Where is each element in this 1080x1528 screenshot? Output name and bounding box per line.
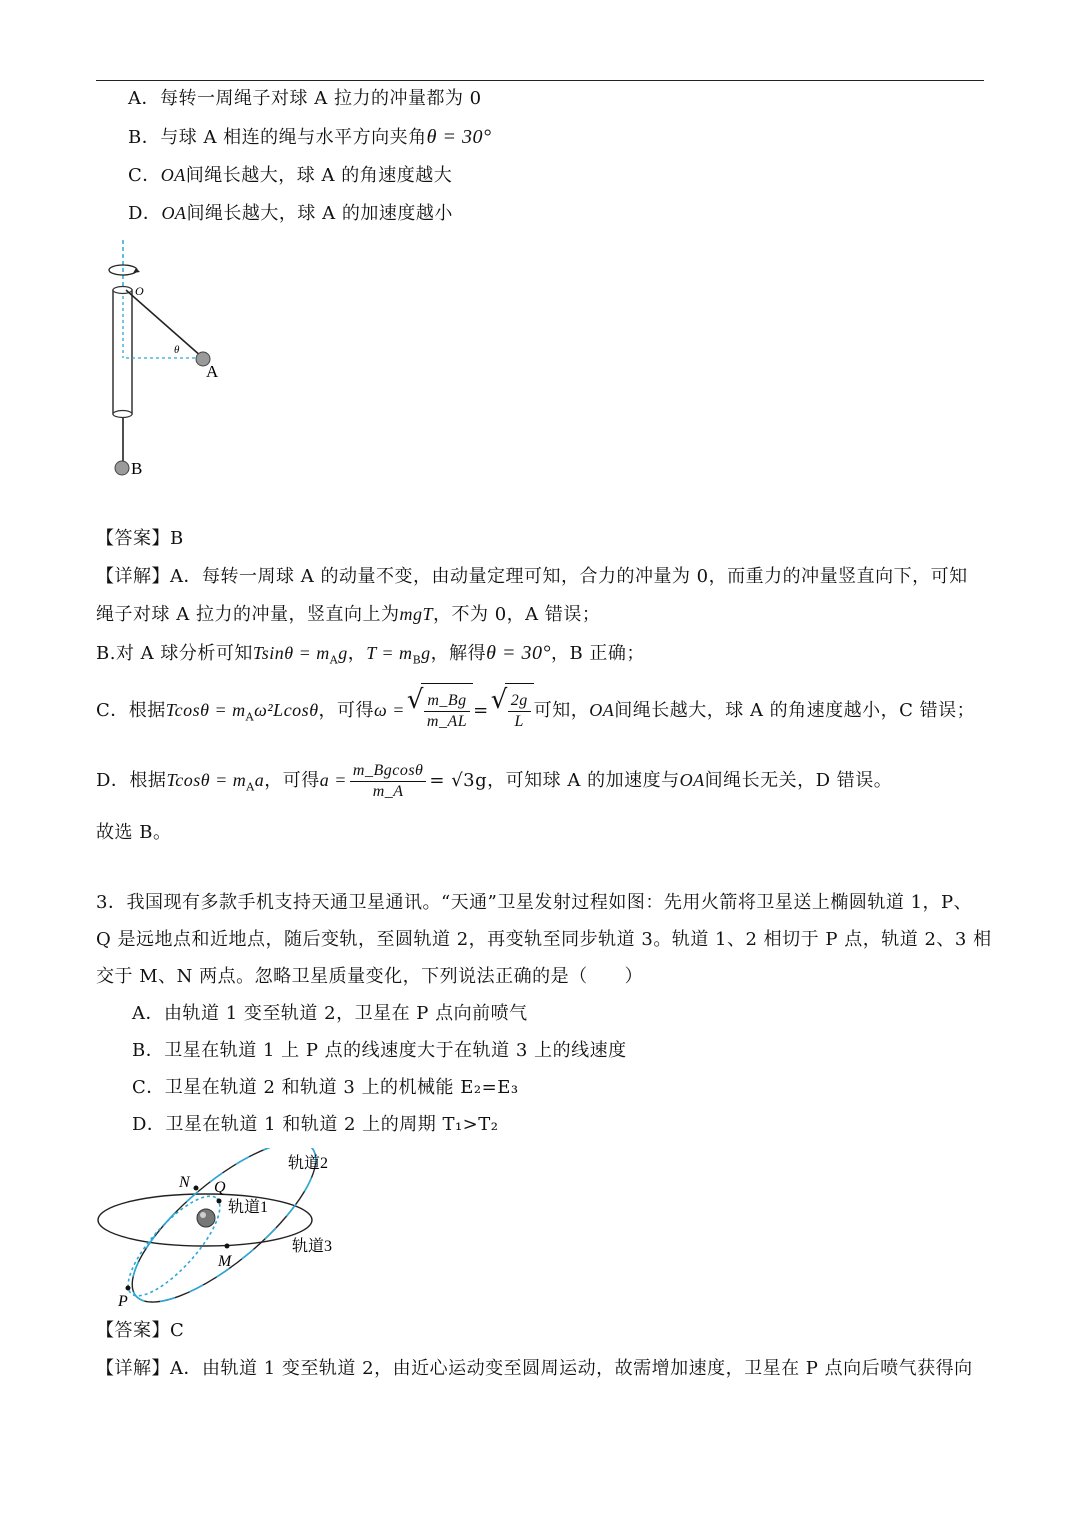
pendulum-figure xyxy=(96,238,236,483)
point-q xyxy=(217,1199,222,1204)
q3-answer: 【答案】C xyxy=(96,1320,185,1341)
label-theta: θ xyxy=(174,344,180,356)
q2-option-c: C．OA间绳长越大，球 A 的角速度越大 xyxy=(128,165,453,186)
earth xyxy=(197,1209,215,1227)
q2-answer: 【答案】B xyxy=(96,528,184,549)
q2-detail-d: D．根据$Tcos\theta = m_Aa$，可得a = $\frac{m\_Bgcos\theta}{m\_A}$ = √3g，可知球 A 的加速度与OA间绳长无关，D 错误。 xyxy=(96,761,893,800)
label-a: A xyxy=(206,362,219,381)
q2-conclusion: 故选 B。 xyxy=(96,822,172,843)
point-p xyxy=(126,1286,131,1291)
label-orbit3: 轨道3 xyxy=(292,1238,333,1255)
q3-stem-line2: Q 是远地点和近地点，随后变轨，至圆轨道 2，再变轨至同步轨道 3。轨道 1、2 相切于 P 点，轨道 2、3 相 xyxy=(96,929,992,950)
label-orbit1: 轨道1 xyxy=(228,1199,269,1216)
label-b: B xyxy=(131,459,143,478)
q3-stem-line1: 3．我国现有多款手机支持天通卫星通讯。“天通”卫星发射过程如图：先用火箭将卫星送上椭圆轨道 1，P、 xyxy=(96,892,973,913)
q3-option-a: A．由轨道 1 变至轨道 2，卫星在 P 点向前喷气 xyxy=(132,1003,528,1024)
q2-detail-a-line2: 绳子对球 A 拉力的冲量，竖直向上为mgT，不为 0，A 错误； xyxy=(96,604,601,625)
q3-stem-line3: 交于 M、N 两点。忽略卫星质量变化，下列说法正确的是（ ） xyxy=(96,966,644,987)
q2-detail-a-line1: 【详解】A．每转一周球 A 的动量不变，由动量定理可知，合力的冲量为 0，而重力的冲量竖直向下，可知 xyxy=(96,566,968,587)
ball-b xyxy=(115,461,129,475)
point-m xyxy=(225,1244,230,1249)
q2-option-b: B．与球 A 相连的绳与水平方向夹角θ = 30° xyxy=(128,126,492,148)
q2-detail-c: C．根据$Tcos\theta = m_A\omega^2Lcos\theta$，可得ω = √ $\frac{m\_Bg}{m\_AL}$ = √ $\frac{2g}{L}$ 可知，OA间绳长越大，球 A 的角速度越小，C 错误； xyxy=(96,682,975,746)
header-rule xyxy=(96,80,984,81)
label-m: M xyxy=(218,1253,232,1270)
q3-option-b: B．卫星在轨道 1 上 P 点的线速度大于在轨道 3 上的线速度 xyxy=(132,1040,627,1061)
q2-option-d: D．OA间绳长越大，球 A 的加速度越小 xyxy=(128,203,453,224)
label-o: O xyxy=(135,284,144,298)
orbit-figure xyxy=(92,1148,352,1313)
q3-option-c: C．卫星在轨道 2 和轨道 3 上的机械能 E₂=E₃ xyxy=(132,1077,519,1098)
label-orbit2: 轨道2 xyxy=(288,1155,329,1172)
q2-option-a: A．每转一周绳子对球 A 拉力的冲量都为 0 xyxy=(128,88,482,109)
q3-option-d: D．卫星在轨道 1 和轨道 2 上的周期 T₁>T₂ xyxy=(132,1114,499,1135)
label-q: Q xyxy=(214,1179,226,1196)
label-n: N xyxy=(179,1174,190,1191)
q2-detail-b: B.对 A 球分析可知$Tsin\theta = m_Ag$，$T = m_Bg$，解得θ = 30°，B 正确； xyxy=(96,642,645,667)
string-oa xyxy=(126,290,202,357)
q3-detail-line1: 【详解】A．由轨道 1 变至轨道 2，由近心运动变至圆周运动，故需增加速度，卫星在 P 点向后喷气获得向 xyxy=(96,1358,973,1379)
point-n xyxy=(194,1186,199,1191)
label-p: P xyxy=(118,1293,128,1310)
